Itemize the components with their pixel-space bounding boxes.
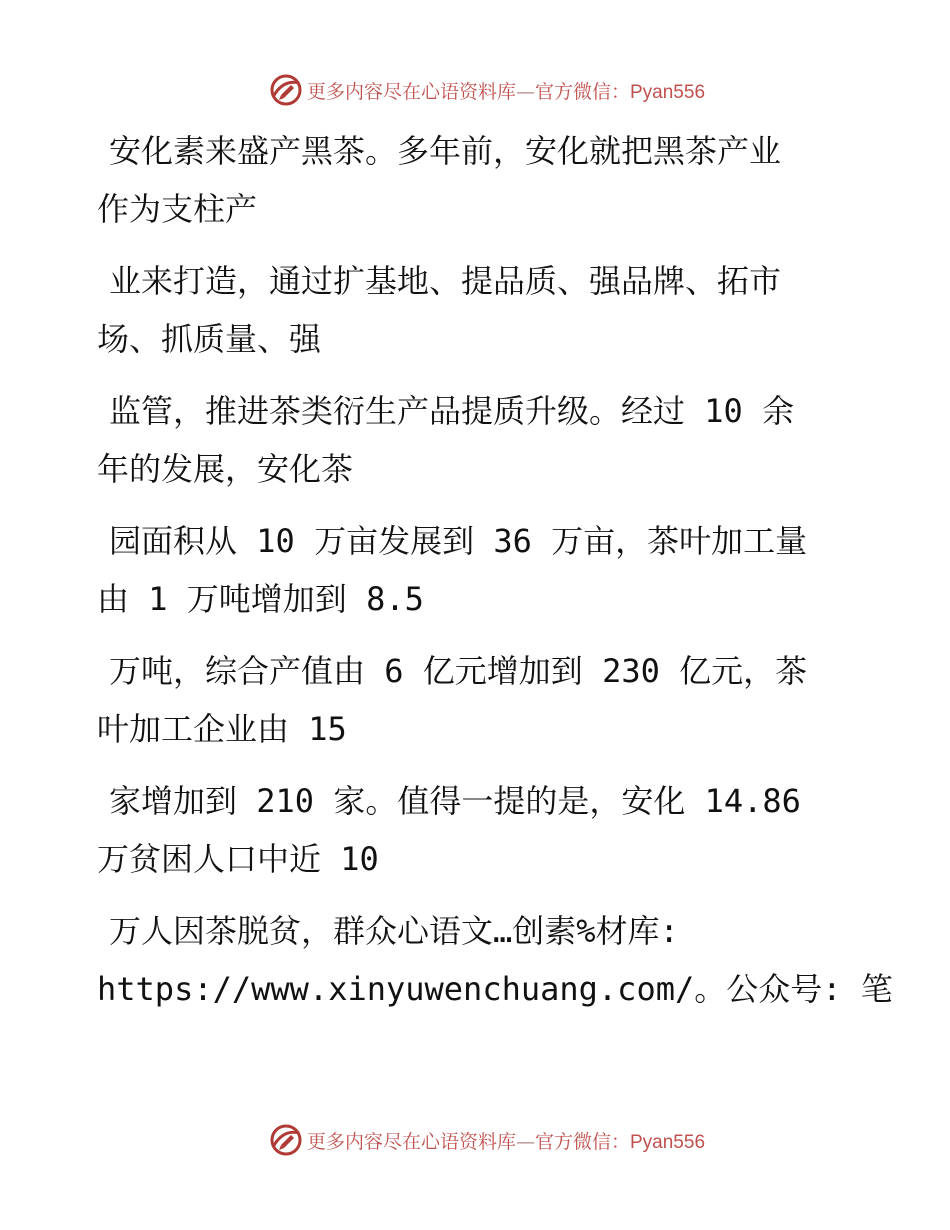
paragraph-line: 园面积从 10 万亩发展到 36 万亩，茶叶加工量 [109, 522, 808, 560]
paragraph-line: 家增加到 210 家。值得一提的是，安化 14.86 [109, 782, 801, 820]
banner-label-text: 官方微信： [534, 80, 630, 103]
header-banner-inner [269, 73, 705, 107]
banner-wechat-id: Pyan556 [630, 81, 706, 103]
paragraph [97, 382, 842, 498]
document-body [97, 122, 893, 1032]
paragraph-line: 万人因茶脱贫，群众心语文…创素%材库: [109, 912, 679, 950]
paragraph [97, 512, 842, 628]
pen-circle-logo-icon [269, 73, 303, 107]
paragraph [97, 642, 842, 758]
banner-separator: — [515, 80, 535, 103]
footer-banner-inner [269, 1123, 705, 1157]
paragraph [97, 122, 842, 238]
header-watermark-banner [0, 70, 950, 110]
banner-label-text: 官方微信： [534, 1130, 630, 1153]
paragraph-line: 作为支柱产 [97, 190, 258, 228]
header-banner-text [307, 77, 705, 104]
paragraph-line: 由 1 万吨增加到 8.5 [97, 580, 424, 618]
paragraph [97, 902, 893, 1018]
paragraph-line: 年的发展，安化茶 [97, 450, 354, 488]
paragraph [97, 772, 842, 888]
footer-banner-text [307, 1127, 705, 1154]
pen-circle-logo-icon [269, 1123, 303, 1157]
footer-watermark-banner [0, 1120, 950, 1160]
paragraph-line: 万吨，综合产值由 6 亿元增加到 230 亿元，茶 [109, 652, 808, 690]
banner-separator: — [515, 1130, 535, 1153]
paragraph-line-url: https://www.xinyuwenchuang.com/。公众号: 笔 [97, 970, 893, 1008]
paragraph-line: 安化素来盛产黑茶。多年前，安化就把黑茶产业 [109, 132, 782, 170]
banner-main-text: 更多内容尽在心语资料库 [306, 80, 516, 103]
paragraph-line: 叶加工企业由 15 [97, 710, 347, 748]
paragraph-line: 万贫困人口中近 10 [97, 840, 379, 878]
paragraph-line: 业来打造，通过扩基地、提品质、强品牌、拓市 [109, 262, 782, 300]
paragraph-line: 场、抓质量、强 [97, 320, 322, 358]
banner-main-text: 更多内容尽在心语资料库 [306, 1130, 516, 1153]
paragraph-line: 监管，推进茶类衍生产品提质升级。经过 10 余 [109, 392, 795, 430]
banner-wechat-id: Pyan556 [630, 1131, 706, 1153]
paragraph [97, 252, 842, 368]
